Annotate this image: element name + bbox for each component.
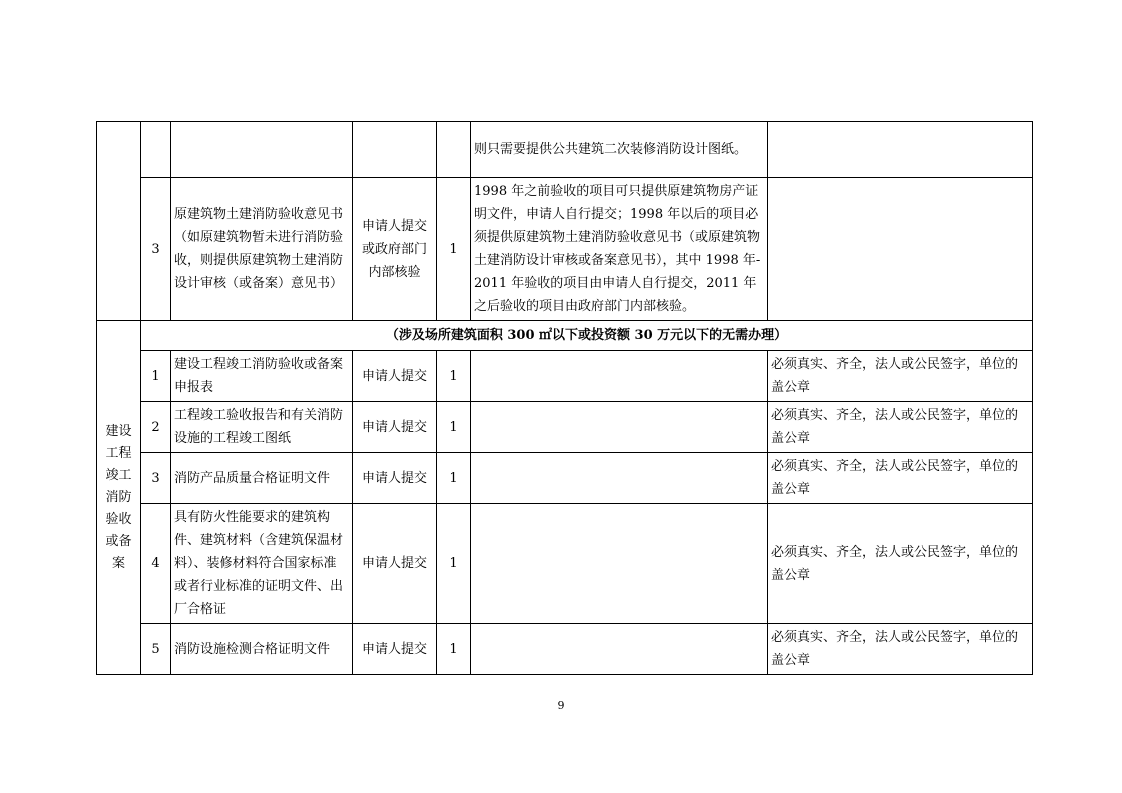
table-row [97, 624, 1033, 675]
source-cell: 申请人提交 [353, 402, 437, 453]
section-title: （涉及场所建筑面积 300 ㎡以下或投资额 30 万元以下的无需办理） [141, 321, 1033, 351]
row-index: 5 [141, 624, 171, 675]
table-row [97, 402, 1033, 453]
source-cell: 申请人提交 [353, 504, 437, 624]
source-cell: 申请人提交 [353, 351, 437, 402]
row-index: 1 [141, 351, 171, 402]
requirement-cell: 必须真实、齐全，法人或公民签字，单位的盖公章 [768, 504, 1033, 624]
material-cell: 消防设施检测合格证明文件 [171, 624, 353, 675]
source-cell: 申请人提交或政府部门内部核验 [353, 178, 437, 321]
material-cell: 消防产品质量合格证明文件 [171, 453, 353, 504]
copies-cell: 1 [437, 178, 471, 321]
material-cell: 建设工程竣工消防验收或备案申报表 [171, 351, 353, 402]
table-row [97, 178, 1033, 321]
copies-cell: 1 [437, 504, 471, 624]
material-cell: 工程竣工验收报告和有关消防设施的工程竣工图纸 [171, 402, 353, 453]
note-cell: 则只需要提供公共建筑二次装修消防设计图纸。 [471, 122, 768, 178]
page-number: 9 [557, 699, 565, 712]
copies-cell: 1 [437, 402, 471, 453]
table-row [97, 351, 1033, 402]
requirement-cell: 必须真实、齐全，法人或公民签字，单位的盖公章 [768, 624, 1033, 675]
material-cell: 原建筑物土建消防验收意见书（如原建筑物暂未进行消防验收，则提供原建筑物土建消防设计审核（或备案）意见书） [171, 178, 353, 321]
requirement-cell: 必须真实、齐全，法人或公民签字，单位的盖公章 [768, 351, 1033, 402]
note-cell: 1998 年之前验收的项目可只提供原建筑物房产证明文件，申请人自行提交；1998 年以后的项目必须提供原建筑物土建消防验收意见书（或原建筑物土建消防设计审核或备案意见书），其中 1998 年-2011 年验收的项目由申请人自行提交，2011 年之后验收的项目由政府部门内部核验。 [471, 178, 768, 321]
copies-cell: 1 [437, 624, 471, 675]
copies-cell: 1 [437, 351, 471, 402]
material-cell: 具有防火性能要求的建筑构件、建筑材料（含建筑保温材料）、装修材料符合国家标准或者行业标准的证明文件、出厂合格证 [171, 504, 353, 624]
requirement-cell: 必须真实、齐全，法人或公民签字，单位的盖公章 [768, 453, 1033, 504]
materials-table [96, 121, 1033, 675]
copies-cell: 1 [437, 453, 471, 504]
table-row [97, 453, 1033, 504]
requirement-cell: 必须真实、齐全，法人或公民签字，单位的盖公章 [768, 402, 1033, 453]
row-index: 3 [141, 453, 171, 504]
category-cell-empty [97, 122, 141, 321]
row-index: 3 [141, 178, 171, 321]
table-row [97, 122, 1033, 178]
category-cell: 建设工程竣工消防验收或备案 [97, 321, 141, 675]
source-cell: 申请人提交 [353, 624, 437, 675]
source-cell: 申请人提交 [353, 453, 437, 504]
row-index: 4 [141, 504, 171, 624]
section-title-row [97, 321, 1033, 351]
table-row [97, 504, 1033, 624]
row-index: 2 [141, 402, 171, 453]
